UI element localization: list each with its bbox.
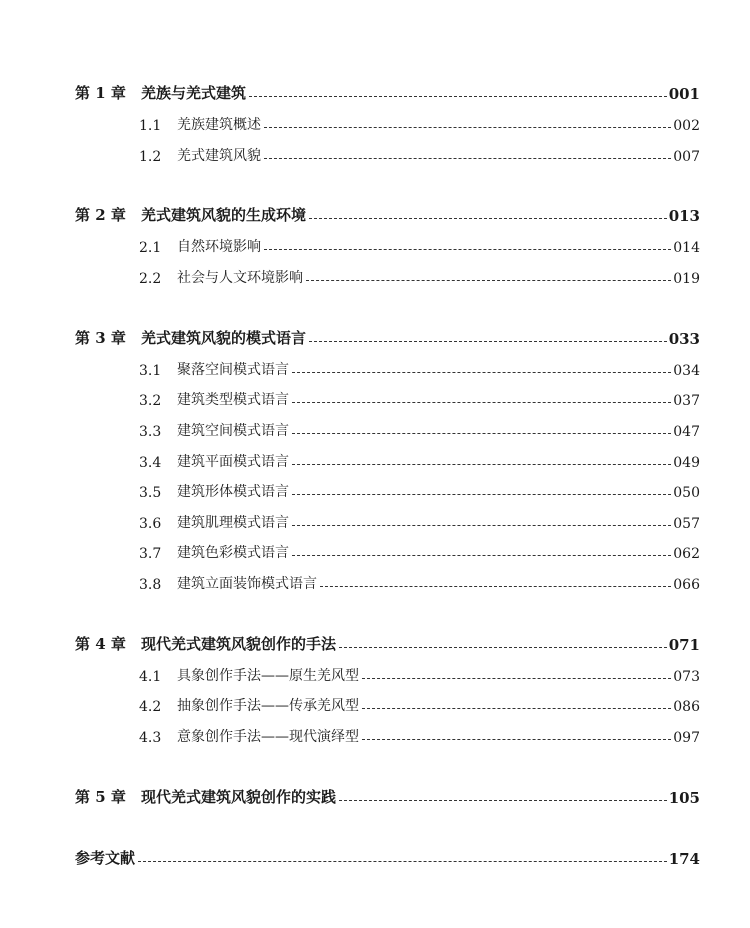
page-number: 037 xyxy=(673,393,700,409)
toc-section-row[interactable] xyxy=(75,139,700,165)
section-number: 1.2 xyxy=(139,149,162,165)
toc-chapter-row[interactable] xyxy=(75,322,700,348)
dot-leader xyxy=(339,647,667,648)
page-number: 047 xyxy=(673,424,700,440)
section-number: 4.3 xyxy=(139,730,162,746)
page-number: 105 xyxy=(668,789,700,807)
section-title: 抽象创作手法——传承羌风型 xyxy=(177,698,359,714)
dot-leader xyxy=(264,158,671,159)
page-number: 057 xyxy=(673,516,700,532)
page-number: 033 xyxy=(668,330,700,348)
section-number: 3.7 xyxy=(139,546,162,562)
toc-section-row[interactable] xyxy=(75,689,700,715)
dot-leader xyxy=(309,218,667,219)
page-number: 086 xyxy=(673,699,700,715)
dot-leader xyxy=(306,280,671,281)
toc-section-row[interactable] xyxy=(75,536,700,562)
toc-section-row[interactable] xyxy=(75,720,700,746)
dot-leader xyxy=(292,402,671,403)
section-title: 建筑空间模式语言 xyxy=(177,423,289,439)
page-number: 001 xyxy=(668,85,700,103)
page-number: 034 xyxy=(673,363,700,379)
section-number: 3.3 xyxy=(139,424,162,440)
toc-references-row[interactable] xyxy=(75,842,700,868)
dot-leader xyxy=(362,678,671,679)
dot-leader xyxy=(292,433,671,434)
toc-chapter-row[interactable] xyxy=(75,628,700,654)
toc-section-row[interactable] xyxy=(75,445,700,471)
section-title: 社会与人文环境影响 xyxy=(177,270,303,286)
section-title: 建筑肌理模式语言 xyxy=(177,515,289,531)
section-number: 2.2 xyxy=(139,271,162,287)
dot-leader xyxy=(292,494,671,495)
dot-leader xyxy=(320,586,671,587)
dot-leader xyxy=(292,464,671,465)
chapter-title: 现代羌式建筑风貌创作的手法 xyxy=(141,635,337,653)
toc-section-row[interactable] xyxy=(75,353,700,379)
dot-leader xyxy=(138,861,667,862)
page-number: 013 xyxy=(668,207,700,225)
chapter-number: 第 4 章 xyxy=(75,635,126,653)
section-number: 1.1 xyxy=(139,118,162,134)
page-number: 007 xyxy=(673,149,700,165)
dot-leader xyxy=(264,249,671,250)
section-title: 建筑立面装饰模式语言 xyxy=(177,576,317,592)
section-number: 3.1 xyxy=(139,363,162,379)
toc-section-row[interactable] xyxy=(75,506,700,532)
section-number: 3.4 xyxy=(139,455,162,471)
toc-section-row[interactable] xyxy=(75,567,700,593)
section-number: 3.5 xyxy=(139,485,162,501)
dot-leader xyxy=(362,708,671,709)
page-number: 014 xyxy=(673,240,700,256)
chapter-title: 羌族与羌式建筑 xyxy=(141,84,247,102)
section-number: 3.8 xyxy=(139,577,162,593)
dot-leader xyxy=(249,96,667,97)
chapter-title: 现代羌式建筑风貌创作的实践 xyxy=(141,788,337,806)
page-number: 002 xyxy=(673,118,700,134)
dot-leader xyxy=(292,372,671,373)
section-number: 4.1 xyxy=(139,669,162,685)
page-number: 062 xyxy=(673,546,700,562)
toc-section-row[interactable] xyxy=(75,659,700,685)
dot-leader xyxy=(292,525,671,526)
toc-chapter-row[interactable] xyxy=(75,77,700,103)
toc-section-row[interactable] xyxy=(75,108,700,134)
page-number: 097 xyxy=(673,730,700,746)
section-title: 聚落空间模式语言 xyxy=(177,362,289,378)
section-number: 3.6 xyxy=(139,516,162,532)
page-number: 049 xyxy=(673,455,700,471)
toc-section-row[interactable] xyxy=(75,414,700,440)
section-number: 2.1 xyxy=(139,240,162,256)
section-title: 建筑平面模式语言 xyxy=(177,454,289,470)
page-number: 071 xyxy=(668,636,700,654)
section-title: 羌族建筑概述 xyxy=(177,117,261,133)
page-number: 174 xyxy=(668,850,700,868)
section-title: 羌式建筑风貌 xyxy=(177,148,261,164)
references-title: 参考文献 xyxy=(75,849,136,867)
chapter-number: 第 3 章 xyxy=(75,329,126,347)
dot-leader xyxy=(362,739,671,740)
toc-section-row[interactable] xyxy=(75,475,700,501)
section-title: 建筑类型模式语言 xyxy=(177,392,289,408)
page-number: 073 xyxy=(673,669,700,685)
section-number: 3.2 xyxy=(139,393,162,409)
section-title: 具象创作手法——原生羌风型 xyxy=(177,668,359,684)
section-title: 建筑形体模式语言 xyxy=(177,484,289,500)
dot-leader xyxy=(309,341,667,342)
toc-section-row[interactable] xyxy=(75,383,700,409)
section-title: 意象创作手法——现代演绎型 xyxy=(177,729,359,745)
toc-section-row[interactable] xyxy=(75,230,700,256)
section-title: 自然环境影响 xyxy=(177,239,261,255)
section-number: 4.2 xyxy=(139,699,162,715)
chapter-title: 羌式建筑风貌的生成环境 xyxy=(141,206,307,224)
toc-section-row[interactable] xyxy=(75,261,700,287)
chapter-number: 第 2 章 xyxy=(75,206,126,224)
toc-chapter-row[interactable] xyxy=(75,199,700,225)
chapter-number: 第 1 章 xyxy=(75,84,126,102)
dot-leader xyxy=(339,800,667,801)
chapter-title: 羌式建筑风貌的模式语言 xyxy=(141,329,307,347)
page-number: 066 xyxy=(673,577,700,593)
toc-chapter-row[interactable] xyxy=(75,781,700,807)
chapter-number: 第 5 章 xyxy=(75,788,126,806)
dot-leader xyxy=(264,127,671,128)
section-title: 建筑色彩模式语言 xyxy=(177,545,289,561)
page-number: 050 xyxy=(673,485,700,501)
page-number: 019 xyxy=(673,271,700,287)
dot-leader xyxy=(292,555,671,556)
